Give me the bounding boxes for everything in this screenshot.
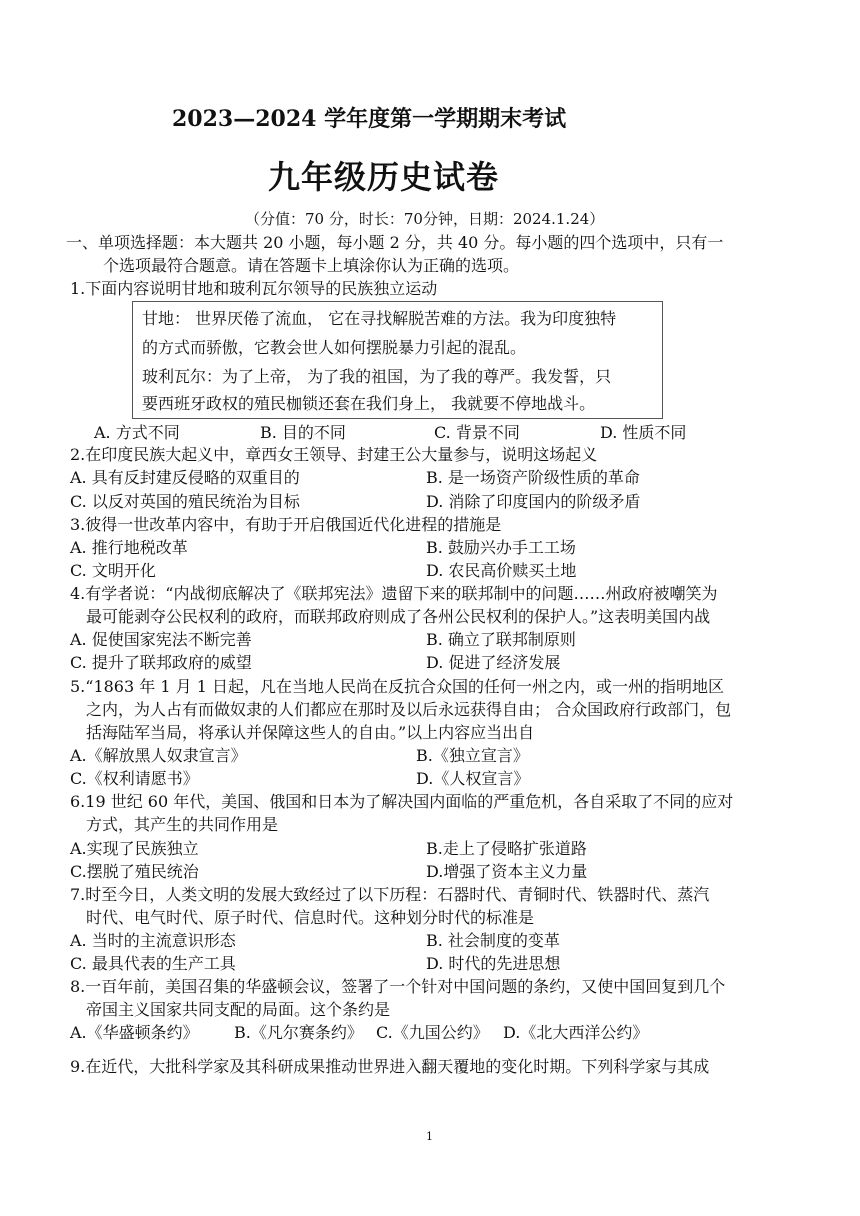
question-7-option-c: C. 最具代表的生产工具 bbox=[70, 954, 236, 973]
question-5-option-c: C.《权利请愿书》 bbox=[70, 769, 199, 788]
question-4-option-d: D. 促进了经济发展 bbox=[426, 653, 561, 672]
question-6-option-d: D.增强了资本主义力量 bbox=[426, 862, 588, 881]
question-5-stem-line2: 之内，为人占有而做奴隶的人们都应在那时及以后永远获得自由； 合众国政府行政部门，包 bbox=[86, 700, 732, 719]
quote-line: 甘地： 世界厌倦了流血， 它在寻找解脱苦难的方法。我为印度独特 bbox=[142, 309, 617, 328]
question-8-option-c: C.《九国公约》 bbox=[376, 1023, 489, 1042]
question-4-option-c: C. 提升了联邦政府的威望 bbox=[70, 653, 252, 672]
question-8-option-a: A.《华盛顿条约》 bbox=[70, 1023, 199, 1042]
exam-subtitle: 九年级历史试卷 bbox=[268, 158, 500, 196]
question-2-stem: 2.在印度民族大起义中，章西女王领导、封建王公大量参与，说明这场起义 bbox=[70, 445, 598, 464]
question-5-option-d: D.《人权宣言》 bbox=[416, 769, 530, 788]
question-9-stem-line1: 9.在近代，大批科学家及其科研成果推动世界进入翻天覆地的变化时期。下列科学家与其成 bbox=[70, 1057, 710, 1076]
question-5-option-a: A.《解放黑人奴隶宣言》 bbox=[70, 746, 247, 765]
question-2-option-c: C. 以反对英国的殖民统治为目标 bbox=[70, 492, 300, 511]
question-6-option-a: A.实现了民族独立 bbox=[70, 839, 199, 858]
question-8-option-b: B.《凡尔赛条约》 bbox=[234, 1023, 363, 1042]
question-3-option-b: B. 鼓励兴办手工工场 bbox=[426, 538, 576, 557]
question-7-option-d: D. 时代的先进思想 bbox=[426, 954, 561, 973]
question-5-stem-line3: 括海陆军当局，将承认并保障这些人的自由。”以上内容应当出自 bbox=[86, 723, 535, 742]
question-3-stem: 3.彼得一世改革内容中，有助于开启俄国近代化进程的措施是 bbox=[70, 515, 502, 534]
question-1-option-b: B. 目的不同 bbox=[260, 423, 346, 442]
question-5-stem-line1: 5.“1863 年 1 月 1 日起，凡在当地人民尚在反抗合众国的任何一州之内，或一州的指明地区 bbox=[70, 677, 724, 696]
exam-title: 2023—2024 学年度第一学期期末考试 bbox=[172, 106, 567, 132]
question-8-option-d: D.《北大西洋公约》 bbox=[503, 1023, 649, 1042]
question-4-stem-line2: 最可能剥夺公民权利的政府，而联邦政府则成了各州公民权利的保护人。”这表明美国内战 bbox=[86, 607, 711, 626]
question-6-option-c: C.摆脱了殖民统治 bbox=[70, 862, 199, 881]
question-6-stem-line1: 6.19 世纪 60 年代，美国、俄国和日本为了解决国内面临的严重危机，各自采取了不同的应对 bbox=[70, 792, 734, 811]
question-2-option-a: A. 具有反封建反侵略的双重目的 bbox=[70, 468, 300, 487]
quote-line: 的方式而骄傲，它教会世人如何摆脱暴力引起的混乱。 bbox=[142, 338, 527, 357]
page-number: 1 bbox=[426, 1130, 433, 1143]
section-instructions-line1: 一、单项选择题：本大题共 20 小题，每小题 2 分，共 40 分。每小题的四个选项中，只有一 bbox=[66, 233, 724, 252]
question-4-stem-line1: 4.有学者说：“内战彻底解决了《联邦宪法》遗留下来的联邦制中的问题……州政府被嘲笑为 bbox=[70, 584, 718, 603]
question-7-option-b: B. 社会制度的变革 bbox=[426, 931, 560, 950]
question-1-option-d: D. 性质不同 bbox=[600, 423, 687, 442]
question-7-stem-line2: 时代、电气时代、原子时代、信息时代。这种划分时代的标准是 bbox=[86, 908, 535, 927]
question-1-stem: 1.下面内容说明甘地和玻利瓦尔领导的民族独立运动 bbox=[70, 279, 438, 298]
question-1-quote-box bbox=[132, 301, 663, 419]
quote-line: 要西班牙政权的殖民枷锁还套在我们身上， 我就要不停地战斗。 bbox=[142, 394, 596, 413]
question-4-option-a: A. 促使国家宪法不断完善 bbox=[70, 630, 252, 649]
question-3-option-c: C. 文明开化 bbox=[70, 561, 156, 580]
question-2-option-d: D. 消除了印度国内的阶级矛盾 bbox=[426, 492, 641, 511]
question-2-option-b: B. 是一场资产阶级性质的革命 bbox=[426, 468, 640, 487]
question-6-option-b: B.走上了侵略扩张道路 bbox=[426, 839, 587, 858]
exam-info: （分值：70 分，时长：70分钟，日期：2024.1.24） bbox=[245, 210, 605, 228]
question-1-option-a: A. 方式不同 bbox=[94, 423, 180, 442]
quote-line: 玻利瓦尔：为了上帝， 为了我的祖国，为了我的尊严。我发誓，只 bbox=[142, 367, 612, 386]
question-8-stem-line2: 帝国主义国家共同支配的局面。这个条约是 bbox=[86, 1000, 391, 1019]
question-3-option-d: D. 农民高价赎买土地 bbox=[426, 561, 577, 580]
question-5-option-b: B.《独立宣言》 bbox=[416, 746, 529, 765]
question-7-option-a: A. 当时的主流意识形态 bbox=[70, 931, 236, 950]
question-8-stem-line1: 8.一百年前，美国召集的华盛顿会议，签署了一个针对中国问题的条约，又使中国回复到几个 bbox=[70, 977, 726, 996]
question-6-stem-line2: 方式，其产生的共同作用是 bbox=[86, 815, 279, 834]
question-7-stem-line1: 7.时至今日，人类文明的发展大致经过了以下历程：石器时代、青铜时代、铁器时代、蒸汽 bbox=[70, 885, 710, 904]
section-instructions-line2: 个选项最符合题意。请在答题卡上填涂你认为正确的选项。 bbox=[103, 256, 520, 275]
question-4-option-b: B. 确立了联邦制原则 bbox=[426, 630, 576, 649]
question-3-option-a: A. 推行地税改革 bbox=[70, 538, 188, 557]
question-1-option-c: C. 背景不同 bbox=[434, 423, 520, 442]
